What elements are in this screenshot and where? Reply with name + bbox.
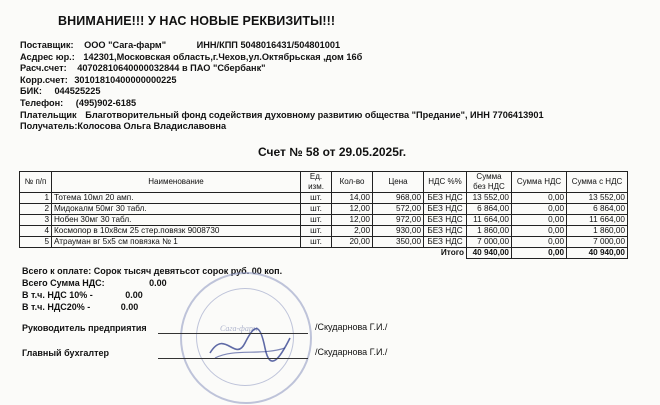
address-label: Асдрес юр.: (20, 52, 75, 62)
row-qty: 12,00 (332, 215, 373, 226)
vat20-label: В т.ч. НДС20% - (22, 302, 91, 312)
table-row (20, 204, 628, 215)
inn-kpp: ИНН/КПП 5048016431/504801001 (196, 40, 341, 50)
accountant-label: Главный бухгалтер (22, 348, 110, 358)
row-total: 11 664,00 (567, 215, 628, 226)
payer-label: Плательщик (20, 110, 77, 120)
corr-value: 30101810400000000225 (74, 75, 177, 85)
row-num: 3 (20, 215, 52, 226)
phone-line (20, 98, 136, 109)
signature-image (205, 318, 295, 368)
account-label: Расч.счет: (20, 63, 67, 73)
col-unit (301, 172, 332, 193)
row-qty: 20,00 (332, 237, 373, 248)
row-name: Нобен 30мг 30 табл. (52, 215, 301, 226)
total-vat: 0,00 (512, 248, 567, 259)
bik-line (20, 86, 100, 97)
bik-label: БИК: (20, 86, 42, 96)
row-vat: БЕЗ НДС (424, 204, 467, 215)
notice-heading: ВНИМАНИЕ!!! У НАС НОВЫЕ РЕКВИЗИТЫ!!! (58, 14, 336, 28)
address-line (20, 52, 362, 63)
row-unit: шт. (301, 215, 332, 226)
total-label: Итого (440, 248, 464, 258)
head-name: /Скударнова Г.И./ (315, 322, 388, 332)
corr-label: Корр.счет: (20, 75, 68, 85)
head-sign-line (158, 333, 308, 334)
row-sum: 11 664,00 (467, 215, 512, 226)
vat20-line (22, 301, 138, 314)
accountant-sign-line (158, 358, 308, 359)
invoice-title: Счет № 58 от 29.05.2025г. (258, 145, 407, 159)
row-total: 1 860,00 (567, 226, 628, 237)
row-num: 2 (20, 204, 52, 215)
row-name: Космопор в 10х8см 25 стер.повязк 9008730 (52, 226, 301, 237)
table-row (20, 215, 628, 226)
row-num: 5 (20, 237, 52, 248)
row-sum: 13 552,00 (467, 193, 512, 204)
vat10-label: В т.ч. НДС 10% - (22, 290, 93, 300)
row-sum: 1 860,00 (467, 226, 512, 237)
col-unit-1: Ед. (309, 172, 323, 181)
total-row (20, 248, 628, 259)
row-price: 350,00 (373, 237, 424, 248)
col-vat-sum: Сумма НДС (512, 172, 567, 193)
stamp-text: Сага-фарм (220, 324, 258, 333)
row-vatsum: 0,00 (512, 226, 567, 237)
col-vat-pct: НДС %% (424, 172, 467, 193)
total-sum: 40 940,00 (467, 248, 512, 259)
supplier-value: ООО "Сага-фарм" (84, 40, 167, 50)
table-header-row (20, 172, 628, 193)
row-unit: шт. (301, 237, 332, 248)
payer-line (20, 110, 544, 121)
phone-value: (495)902-6185 (75, 98, 137, 108)
row-num: 1 (20, 193, 52, 204)
payer-value: Благотворительный фонд содействия духовному развитию общества "Предание", ИНН 7706413901 (85, 110, 544, 120)
col-sum (467, 172, 512, 193)
row-qty: 12,00 (332, 204, 373, 215)
col-sum-1: Сумма (476, 172, 502, 181)
row-total: 13 552,00 (567, 193, 628, 204)
row-sum: 6 864,00 (467, 204, 512, 215)
recipient-value: Колосова Ольга Владиславовна (77, 121, 227, 131)
account-value: 40702810640000032844 в ПАО "Сбербанк" (77, 63, 266, 73)
row-price: 572,00 (373, 204, 424, 215)
row-vatsum: 0,00 (512, 193, 567, 204)
recipient-label: Получатель: (20, 121, 78, 131)
row-vat: БЕЗ НДС (424, 193, 467, 204)
row-sum: 7 000,00 (467, 237, 512, 248)
row-num: 4 (20, 226, 52, 237)
col-unit-2: изм. (308, 182, 324, 191)
row-total: 7 000,00 (567, 237, 628, 248)
row-vatsum: 0,00 (512, 215, 567, 226)
address-value: 142301,Московская область,г.Чехов,ул.Октябрьская ,дом 16б (83, 52, 363, 62)
total-total: 40 940,00 (567, 248, 628, 259)
bik-value: 044525225 (54, 86, 101, 96)
row-unit: шт. (301, 226, 332, 237)
col-price: Цена (373, 172, 424, 193)
row-qty: 14,00 (332, 193, 373, 204)
vat-total-value: 0.00 (149, 278, 167, 288)
phone-label: Телефон: (20, 98, 64, 108)
supplier-line (20, 40, 340, 51)
row-name: Мидокалм 50мг 30 табл. (52, 204, 301, 215)
vat20-value: 0.00 (120, 302, 139, 312)
row-name: Атрауман вг 5х5 см повязка № 1 (52, 237, 301, 248)
row-unit: шт. (301, 193, 332, 204)
to-pay-text: Всего к оплате: Сорок тысяч девятьсот сорок руб. 00 коп. (22, 266, 283, 276)
col-name: Наименование (52, 172, 301, 193)
account-line (20, 63, 266, 74)
vat10-value: 0.00 (125, 290, 143, 300)
recipient-line (20, 121, 226, 132)
col-qty: Кол-во (332, 172, 373, 193)
head-label: Руководитель предприятия (22, 323, 147, 333)
invoice-table (19, 171, 628, 259)
row-qty: 2,00 (332, 226, 373, 237)
supplier-label: Поставщик: (20, 40, 74, 50)
row-vat: БЕЗ НДС (424, 237, 467, 248)
col-sum-2: без НДС (473, 182, 505, 191)
corr-line (20, 75, 177, 86)
table-row (20, 237, 628, 248)
row-vat: БЕЗ НДС (424, 226, 467, 237)
accountant-name: /Скударнова Г.И./ (315, 347, 388, 357)
row-vatsum: 0,00 (512, 237, 567, 248)
col-num: № п/п (20, 172, 52, 193)
table-row (20, 226, 628, 237)
table-row (20, 193, 628, 204)
col-total: Сумма с НДС (567, 172, 628, 193)
row-price: 968,00 (373, 193, 424, 204)
row-total: 6 864,00 (567, 204, 628, 215)
row-price: 972,00 (373, 215, 424, 226)
row-unit: шт. (301, 204, 332, 215)
row-vat: БЕЗ НДС (424, 215, 467, 226)
row-vatsum: 0,00 (512, 204, 567, 215)
row-name: Тотема 10мл 20 амп. (52, 193, 301, 204)
row-price: 930,00 (373, 226, 424, 237)
vat-total-label: Всего Сумма НДС: (22, 278, 105, 288)
